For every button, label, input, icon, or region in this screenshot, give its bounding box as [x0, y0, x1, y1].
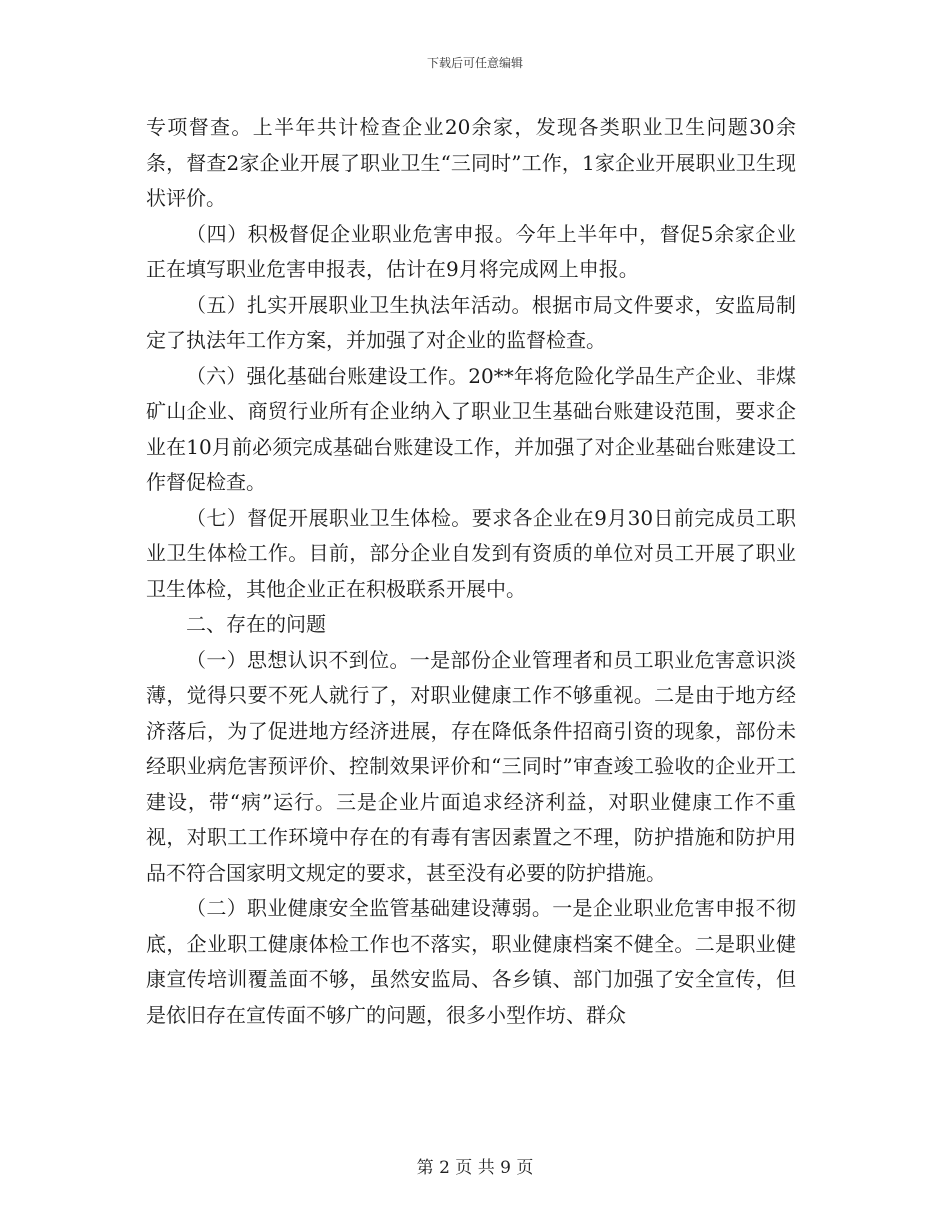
paragraph-item-5: （五）扎实开展职业卫生执法年活动。根据市局文件要求，安监局制定了执法年工作方案，并加强了对企业的监督检查。 [146, 292, 796, 352]
paragraph-problem-2: （二）职业健康安全监管基础建设薄弱。一是企业职业危害申报不彻底，企业职工健康体检工作也不落实，职业健康档案不健全。二是职业健康宣传培训覆盖面不够，虽然安监局、各乡镇、部门加强了安全宣传，但是依旧存在宣传面不够广的问题，很多小型作坊、群众 [146, 896, 796, 1027]
section-heading: 二、存在的问题 [186, 612, 326, 636]
paragraph-problem-1: （一）思想认识不到位。一是部份企业管理者和员工职业危害意识淡薄，觉得只要不死人就行了，对职业健康工作不够重视。二是由于地方经济落后，为了促进地方经济进展，存在降低条件招商引资的现象，部份未经职业病危害预评价、控制效果评价和“三同时”审查竣工验收的企业开工建设，带“病”运行。三是企业片面追求经济利益，对职业健康工作不重视，对职工工作环境中存在的有毒有害因素置之不理，防护措施和防护用品不符合国家明文规定的要求，甚至没有必要的防护措施。 [146, 647, 796, 885]
page-header: 下载后可任意编辑 [426, 56, 523, 70]
paragraph-item-4: （四）积极督促企业职业危害申报。今年上半年中，督促5余家企业正在填写职业危害申报表，估计在9月将完成网上申报。 [146, 221, 796, 281]
document-body [146, 110, 796, 1033]
paragraph-item-7: （七）督促开展职业卫生体检。要求各企业在9月30日前完成员工职业卫生体检工作。目前，部分企业自发到有资质的单位对员工开展了职业卫生体检，其他企业正在积极联系开展中。 [146, 505, 796, 601]
paragraph-item-6: （六）强化基础台账建设工作。20**年将危险化学品生产企业、非煤矿山企业、商贸行业所有企业纳入了职业卫生基础台账建设范围，要求企业在10月前必须完成基础台账建设工作，并加强了对企业基础台账建设工作督促检查。 [146, 363, 796, 494]
page-number: 第 2 页 共 9 页 [416, 1158, 534, 1178]
paragraph-continuation: 专项督查。上半年共计检查企业20余家，发现各类职业卫生问题30余条，督查2家企业开展了职业卫生“三同时”工作，1家企业开展职业卫生现状评价。 [146, 115, 796, 210]
